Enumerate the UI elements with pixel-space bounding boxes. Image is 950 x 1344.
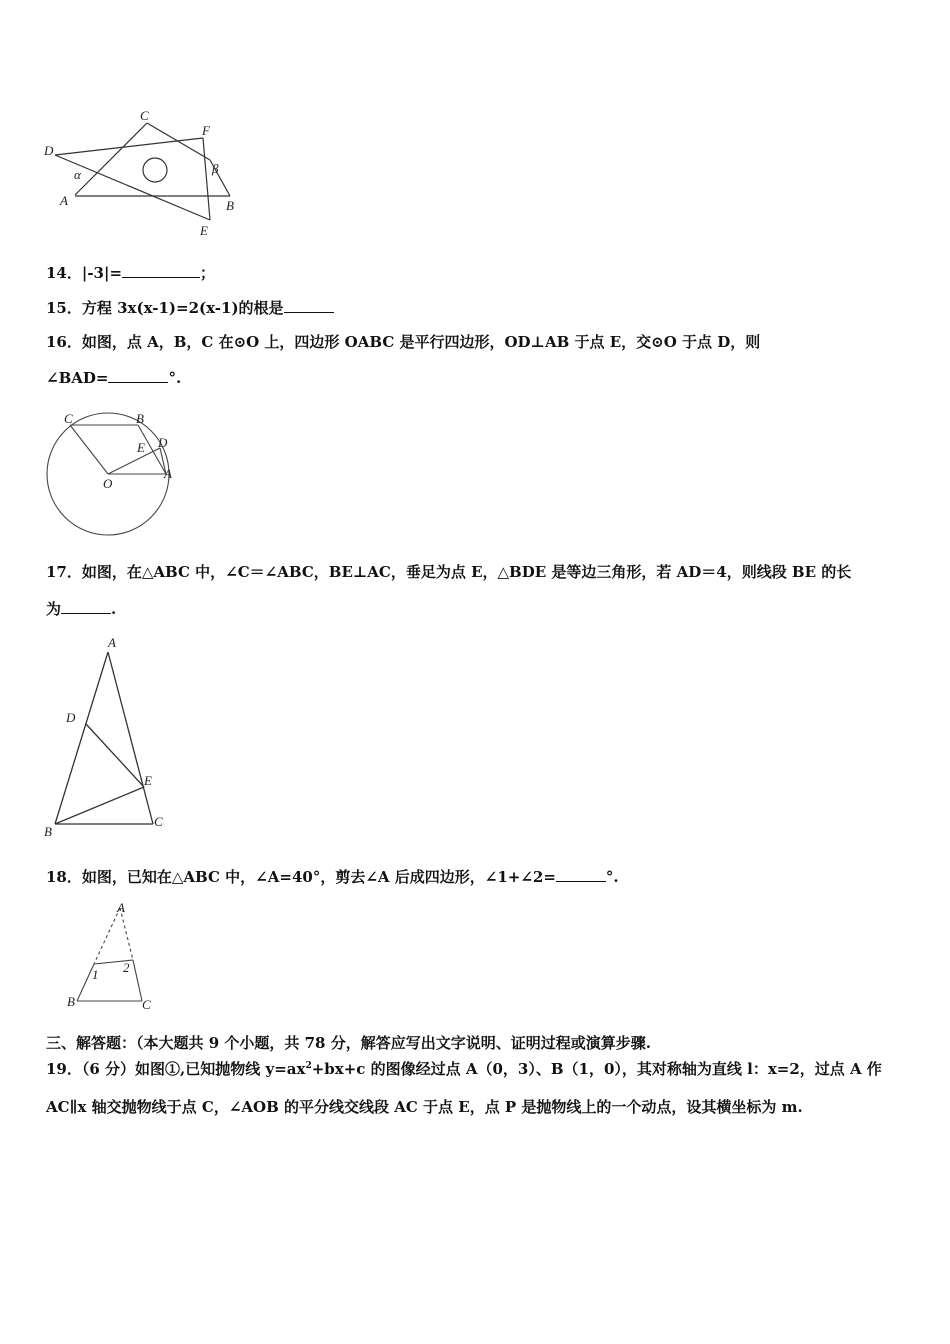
question-15: [46, 297, 334, 318]
label-d: D: [66, 710, 76, 725]
question-17-suffix: .: [111, 600, 117, 618]
question-18: [46, 866, 619, 887]
question-19-part-b: +bx+c 的图像经过点 A（0，3）、B（1，0），其对称轴为直线 l：x=2，过点 A 作: [311, 1060, 882, 1078]
label-c: C: [142, 997, 151, 1012]
segment-od: [108, 448, 160, 474]
label-d: D: [44, 143, 54, 158]
figure-q18: [62, 900, 162, 1012]
segment-a-cut-left: [94, 908, 120, 964]
segment-a-cut-right: [120, 908, 133, 960]
figure-q16: [40, 408, 180, 538]
label-b: B: [44, 824, 52, 839]
label-c: C: [140, 108, 149, 123]
section-3-heading: 三、解答题：（本大题共 9 个小题，共 78 分，解答应写出文字说明、证明过程或演算步骤.: [46, 1034, 651, 1052]
question-17-line1: 17．如图，在△ABC 中，∠C＝∠ABC，BE⊥AC，垂足为点 E，△BDE 是等边三角形，若 AD＝4，则线段 BE 的长: [46, 563, 852, 581]
segment-ac: [108, 652, 153, 824]
segment-oc: [70, 425, 108, 474]
label-b: B: [226, 198, 234, 213]
figure-q17: [40, 632, 175, 842]
question-14: [46, 262, 215, 283]
answer-blank-17[interactable]: [61, 599, 111, 614]
question-19-part-a: 19．（6 分）如图①,已知抛物线 y=ax: [46, 1060, 306, 1078]
label-o: O: [103, 476, 113, 491]
label-a: A: [117, 900, 125, 915]
label-b: B: [67, 994, 75, 1009]
question-16-line1: 16．如图，点 A，B，C 在⊙O 上，四边形 OABC 是平行四边形，OD⊥AB 于点 E，交⊙O 于点 D，则: [46, 333, 761, 351]
answer-blank-15[interactable]: [284, 298, 334, 313]
circle-mark: [143, 158, 167, 182]
segment-ca: [75, 123, 147, 195]
figure-q13: [40, 105, 250, 240]
question-18-suffix: °.: [605, 868, 619, 886]
question-16-line2: [46, 368, 181, 387]
segment-be: [55, 787, 144, 824]
segment-fe: [203, 138, 210, 220]
label-e: E: [200, 223, 208, 238]
answer-blank-14[interactable]: [122, 263, 200, 278]
label-alpha: α: [74, 167, 81, 182]
label-c: C: [64, 411, 73, 426]
label-f: F: [202, 123, 210, 138]
label-a: A: [60, 193, 68, 208]
label-c: C: [154, 814, 163, 829]
answer-blank-16[interactable]: [108, 368, 168, 383]
label-d: D: [158, 435, 168, 450]
label-2: 2: [123, 960, 130, 975]
label-e: E: [144, 773, 152, 788]
question-17-prefix: 为: [46, 600, 62, 618]
label-a: A: [164, 466, 172, 481]
question-19-line2: AC∥x 轴交抛物线于点 C，∠AOB 的平分线交线段 AC 于点 E，点 P 是抛物线上的一个动点，设其横坐标为 m.: [46, 1098, 803, 1116]
label-b: B: [136, 411, 144, 426]
question-14-after: ；: [200, 264, 216, 282]
label-a: A: [108, 635, 116, 650]
question-14-text: 14．|-3|=: [46, 264, 123, 282]
answer-blank-18[interactable]: [556, 867, 606, 882]
segment-de: [55, 155, 210, 220]
segment-cb-upper: [147, 123, 210, 160]
question-18-text: 18．如图，已知在△ABC 中，∠A=40°，剪去∠A 后成四边形，∠1+∠2=: [46, 868, 556, 886]
question-16-suffix: °.: [168, 369, 182, 387]
segment-right: [133, 960, 142, 1001]
segment-ab: [55, 652, 108, 824]
label-beta: β: [212, 161, 219, 176]
label-1: 1: [92, 967, 99, 982]
question-15-text: 15．方程 3x(x-1)=2(x-1)的根是: [46, 299, 284, 317]
label-e: E: [137, 440, 145, 455]
question-17-line2: [46, 598, 116, 619]
question-19-superscript: 2: [305, 1061, 312, 1071]
question-19-line1: [46, 1058, 882, 1079]
question-16-prefix: ∠BAD=: [46, 369, 109, 387]
